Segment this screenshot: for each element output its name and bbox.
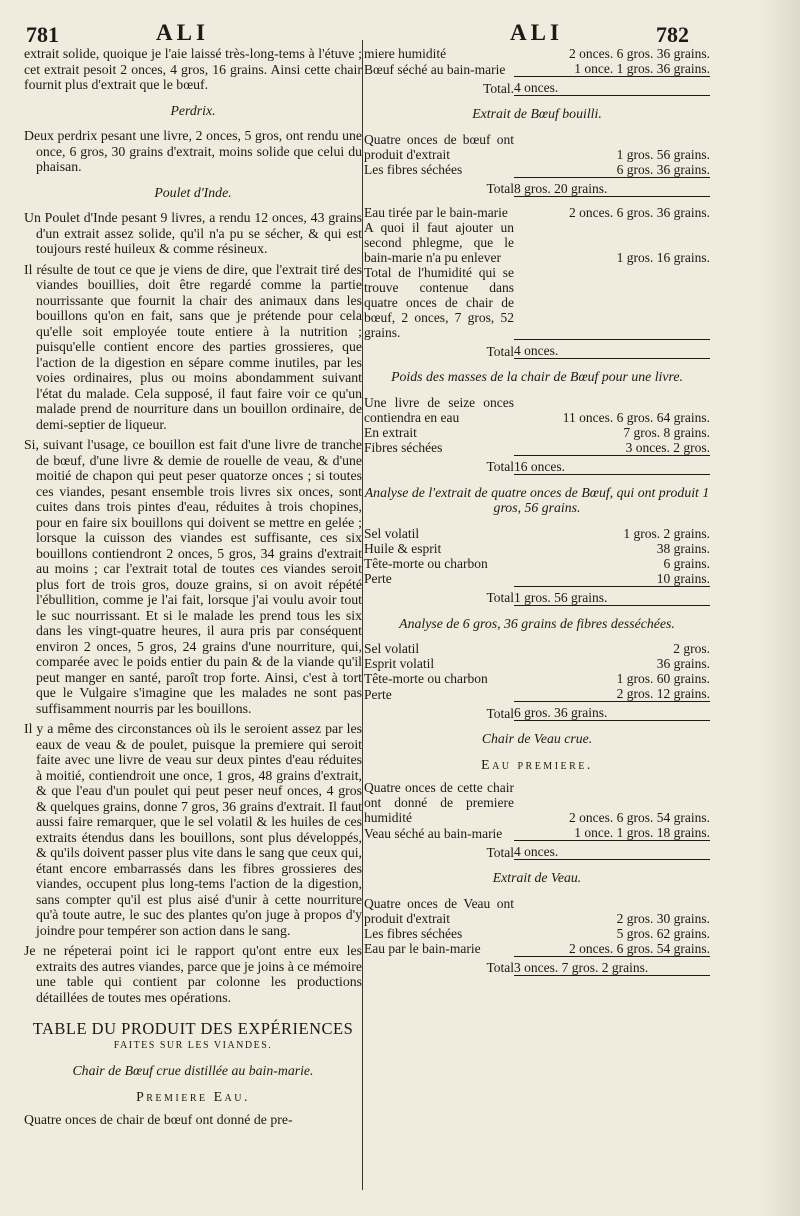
row-label: Les fibres séchées bbox=[364, 162, 463, 177]
total-label: Total. bbox=[483, 80, 514, 96]
analyse-extrait-heading: Analyse de l'extrait de quatre onces de Bœuf, qui ont produit 1 gros, 56 grains. bbox=[364, 484, 710, 515]
right-page-number: 782 bbox=[656, 22, 689, 47]
total-label: Total bbox=[486, 181, 514, 196]
chair-boeuf-heading: Chair de Bœuf crue distillée au bain-marie. bbox=[72, 1063, 314, 1078]
total-row bbox=[364, 586, 710, 605]
row-value: 6 grains. bbox=[663, 555, 710, 571]
column-divider bbox=[362, 40, 363, 1190]
table-row bbox=[364, 205, 710, 220]
total-row bbox=[364, 841, 710, 860]
row-label: Eau par le bain-marie bbox=[364, 941, 481, 956]
total-row bbox=[364, 455, 710, 474]
body-paragraph-2: Si, suivant l'usage, ce bouillon est fait d'une livre de tranche de bœuf, d'une livre & demie de rouelle de veau, & d'une moitié de chapon qui peut peser quatorze onces ; si toutes ces viandes, pesant ensemble trois livres six onces, sont cuites dans trois pintes d'eau, réduites à trois chopines, pour en faire six bouillons qui doivent se mettre en gelée ; lorsque la cuisson des viandes est suffisante, ces six bouillons contiendront 2 onces, 5 gros, 34 grains d'extrait au moins ; car l'extrait total de toutes ces viandes seroit plus fort de trois gros, douze grains, si on avoit répété l'ébullition, comme je l'ai fait, lorsque j'ai voulu avoir tout le suc nourrissant. Et si le malade les prend tous les six dans les vingt-quatre heures, il aura pris par conséquent environ 2 onces, 5 gros, 24 grains d'une nourriture, qui, comparée avec le poids entier du pain & de la viande qu'il peut manger en santé, paroît trop forte. Ainsi, c'est à tort que le Vulgaire s'imagine que les malades ne sont pas suffisamment nourris par les bouillons. bbox=[24, 437, 362, 716]
row-value: 3 onces. 2 gros. bbox=[625, 439, 710, 455]
row-value: 2 onces. 6 gros. 36 grains. bbox=[569, 204, 710, 220]
perdrix-heading: Perdrix. bbox=[170, 102, 216, 118]
total-row bbox=[364, 956, 710, 975]
row-value: 2 gros. 12 grains. bbox=[616, 686, 710, 701]
total-row bbox=[364, 177, 710, 196]
row-label: Total de l'humidité qui se trouve contenue dans quatre onces de chair de bœuf, 2 onces, 7 gros, 52 grains. bbox=[364, 264, 514, 340]
total-value: 4 onces. bbox=[514, 340, 710, 359]
row-label: Veau séché au bain-marie bbox=[364, 825, 503, 841]
row-value: 6 gros. 36 grains. bbox=[616, 161, 710, 177]
table-row bbox=[364, 265, 710, 340]
row-value: 1 once. 1 gros. 18 grains. bbox=[574, 825, 710, 840]
eau-premiere-heading: Eau premiere. bbox=[481, 756, 593, 772]
row-label: Tête-morte ou charbon bbox=[364, 671, 488, 686]
row-label: Fibres séchées bbox=[364, 440, 443, 455]
row-value: 1 gros. 16 grains. bbox=[616, 249, 710, 265]
row-value bbox=[514, 265, 710, 340]
left-running-title: ALI bbox=[156, 20, 209, 45]
total-label: Total bbox=[486, 343, 514, 359]
total-value: 8 gros. 20 grains. bbox=[514, 177, 710, 196]
body-paragraph-1: Il résulte de tout ce que je viens de dire, que l'extrait tiré des viandes bouillies, doit être regardé comme la partie nourrissante que fournit la chair des animaux dans les bouillons qu'on en fait, sans que je prétende pour cela qu'elle soit employée toute entiere à la nutrition ; puisqu'elle contient encore des parties grossieres, que l'action de la digestion en sépare comme inutiles, par les voies ordinaires, plus ou moins abondamment suivant l'état du malade. Cela supposé, il faut faire voir ce qu'un malade prend de nourriture dans un bouillon ordinaire, de demi-septier de liqueur. bbox=[24, 261, 362, 432]
table-extrait-veau bbox=[364, 896, 710, 976]
row-value: 2 onces. 6 gros. 54 grains. bbox=[569, 940, 710, 956]
table-veau-eau bbox=[364, 780, 710, 860]
table-row bbox=[364, 395, 710, 425]
table-humidite bbox=[364, 205, 710, 360]
total-value: 1 gros. 56 grains. bbox=[514, 586, 710, 605]
table-row bbox=[364, 46, 710, 61]
table-row bbox=[364, 425, 710, 440]
table-title: TABLE DU PRODUIT DES EXPÉRIENCES bbox=[32, 1019, 354, 1038]
table-row bbox=[364, 132, 710, 162]
table-analyse-extrait bbox=[364, 526, 710, 606]
table-row bbox=[364, 780, 710, 825]
table-poids-masses bbox=[364, 395, 710, 475]
total-row bbox=[364, 340, 710, 359]
table-row bbox=[364, 926, 710, 941]
extrait-veau-heading: Extrait de Veau. bbox=[492, 870, 582, 885]
table-row bbox=[364, 541, 710, 556]
row-value: 7 gros. 8 grains. bbox=[623, 424, 710, 440]
row-value: 38 grains. bbox=[656, 540, 710, 556]
table-row bbox=[364, 61, 710, 77]
poulet-paragraph: Un Poulet d'Inde pesant 9 livres, a rendu 12 onces, 43 grains d'un extrait assez solide, qu'il n'a pu se sécher, & qui est toujours resté huileux & comme résineux. bbox=[24, 210, 362, 256]
body-paragraph-3: Il y a même des circonstances où ils le seroient assez par les eaux de veau & de poulet, puisque la premiere qui seroit faite avec une livre de veau sur deux pintes d'eau réduites à moitié, contiendroit une once, 1 gros, 48 grains d'extrait, & que l'eau d'un poulet qui peut peser neuf onces, 4 gros & quelques grains, donne 7 gros, 36 grains d'extrait. Il faut aussi faire remarquer, que le sel volatil & les huiles de ces extraits étendus dans les bouillons, sont plus développés, & qu'ils doivent passer plus vite dans le sang que ceux qui, étant encore embarrassés dans les fibres grossieres des viandes, occupent plus long-tems l'action de la digestion, sans compter qu'il est plus aisé d'unir à cette nourriture qu'à toute autre, le suc des plantes qu'on juge à propos d'y joindre pour tempérer son action dans le sang. bbox=[24, 721, 362, 938]
chair-veau-heading: Chair de Veau crue. bbox=[481, 731, 593, 746]
analyse-fibres-heading: Analyse de 6 gros, 36 grains de fibres desséchées. bbox=[399, 615, 675, 631]
total-value: 4 onces. bbox=[514, 841, 710, 860]
table-row bbox=[364, 825, 710, 841]
extrait-boeuf-heading: Extrait de Bœuf bouilli. bbox=[472, 106, 602, 121]
total-label: Total bbox=[486, 590, 514, 605]
premiere-eau-heading: Premiere Eau. bbox=[136, 1088, 250, 1104]
table-subtitle: FAITES SUR LES VIANDES. bbox=[113, 1039, 273, 1051]
continued-line: Quatre onces de chair de bœuf ont donné de pre- bbox=[24, 1112, 293, 1127]
poids-masses-heading: Poids des masses de la chair de Bœuf pour une livre. bbox=[391, 369, 683, 384]
total-value: 3 onces. 7 gros. 2 grains. bbox=[514, 956, 710, 975]
row-value: 1 once. 1 gros. 36 grains. bbox=[574, 61, 710, 76]
row-label: Une livre de seize onces contiendra en eau bbox=[364, 394, 514, 425]
row-label: Perte bbox=[364, 686, 392, 702]
total-value: 16 onces. bbox=[514, 455, 710, 474]
row-value: 5 gros. 62 grains. bbox=[616, 925, 710, 941]
row-label: Esprit volatil bbox=[364, 656, 435, 671]
row-label: miere humidité bbox=[364, 46, 447, 61]
poulet-heading: Poulet d'Inde. bbox=[154, 184, 232, 200]
row-value: 2 gros. 30 grains. bbox=[616, 910, 710, 926]
table-row bbox=[364, 220, 710, 265]
table-row bbox=[364, 162, 710, 178]
total-row bbox=[364, 77, 710, 96]
row-label: Eau tirée par le bain-marie bbox=[364, 204, 508, 220]
row-value: 2 onces. 6 gros. 54 grains. bbox=[569, 810, 710, 825]
table-row bbox=[364, 941, 710, 957]
perdrix-paragraph: Deux perdrix pesant une livre, 2 onces, 5 gros, ont rendu une once, 6 gros, 30 grains d'extrait, moins solide que celui du phaisan. bbox=[24, 128, 362, 174]
row-label: Quatre onces de cette chair ont donné de premiere humidité bbox=[364, 780, 514, 825]
total-label: Total bbox=[486, 844, 514, 860]
total-value: 4 onces. bbox=[514, 77, 710, 96]
row-value: 1 gros. 56 grains. bbox=[616, 146, 710, 162]
row-label: Huile & esprit bbox=[364, 540, 442, 556]
table-row bbox=[364, 571, 710, 587]
body-paragraph-4: Je ne répeterai point ici le rapport qu'ont entre eux les extraits des autres viandes, parce que je joins à ce mémoire une table qui contient par colonne les productions détaillées de toutes mes opérations. bbox=[24, 943, 363, 1005]
table-row bbox=[364, 556, 710, 571]
table-row bbox=[364, 686, 710, 702]
right-running-title: ALI bbox=[510, 20, 563, 45]
total-label: Total bbox=[486, 705, 514, 721]
total-value: 6 gros. 36 grains. bbox=[514, 702, 710, 721]
row-value: 1 gros. 60 grains. bbox=[616, 671, 710, 686]
row-value: 11 onces. 6 gros. 64 grains. bbox=[562, 409, 710, 425]
row-label: Bœuf séché au bain-marie bbox=[364, 61, 506, 77]
row-label: Quatre onces de bœuf ont produit d'extrait bbox=[364, 131, 514, 162]
row-label: Perte bbox=[364, 571, 392, 586]
right-column bbox=[364, 46, 710, 976]
table-row bbox=[364, 671, 710, 686]
row-label: Les fibres séchées bbox=[364, 925, 463, 941]
row-label: Sel volatil bbox=[364, 525, 420, 541]
total-row bbox=[364, 702, 710, 721]
row-value: 2 gros. bbox=[673, 641, 710, 656]
table-analyse-fibres bbox=[364, 641, 710, 721]
table-premiere-eau bbox=[364, 46, 710, 96]
row-value: 36 grains. bbox=[656, 656, 710, 671]
table-row bbox=[364, 641, 710, 656]
total-label: Total bbox=[486, 459, 514, 474]
page-edge-shadow bbox=[760, 0, 800, 1216]
row-label: En extrait bbox=[364, 424, 417, 440]
table-row bbox=[364, 440, 710, 456]
left-column bbox=[24, 46, 362, 1133]
intro-paragraph: extrait solide, quoique je l'aie laissé très-long-tems à l'étuve ; cet extrait pesoit 2 onces, 4 gros, 16 grains. Ainsi cette chair fournit plus d'extrait que le bœuf. bbox=[24, 46, 362, 92]
row-label: Tête-morte ou charbon bbox=[364, 555, 488, 571]
row-value: 10 grains. bbox=[656, 570, 710, 586]
row-value: 2 onces. 6 gros. 36 grains. bbox=[569, 46, 710, 61]
table-row bbox=[364, 896, 710, 926]
row-label: A quoi il faut ajouter un second phlegme, que le bain-marie n'a pu enlever bbox=[364, 219, 514, 265]
left-page-number: 781 bbox=[26, 22, 59, 47]
total-label: Total bbox=[486, 960, 514, 975]
row-label: Sel volatil bbox=[364, 641, 420, 656]
row-value: 1 gros. 2 grains. bbox=[623, 525, 710, 541]
table-row bbox=[364, 526, 710, 541]
table-row bbox=[364, 656, 710, 671]
row-label: Quatre onces de Veau ont produit d'extrait bbox=[364, 895, 514, 926]
table-extrait-boeuf bbox=[364, 132, 710, 197]
